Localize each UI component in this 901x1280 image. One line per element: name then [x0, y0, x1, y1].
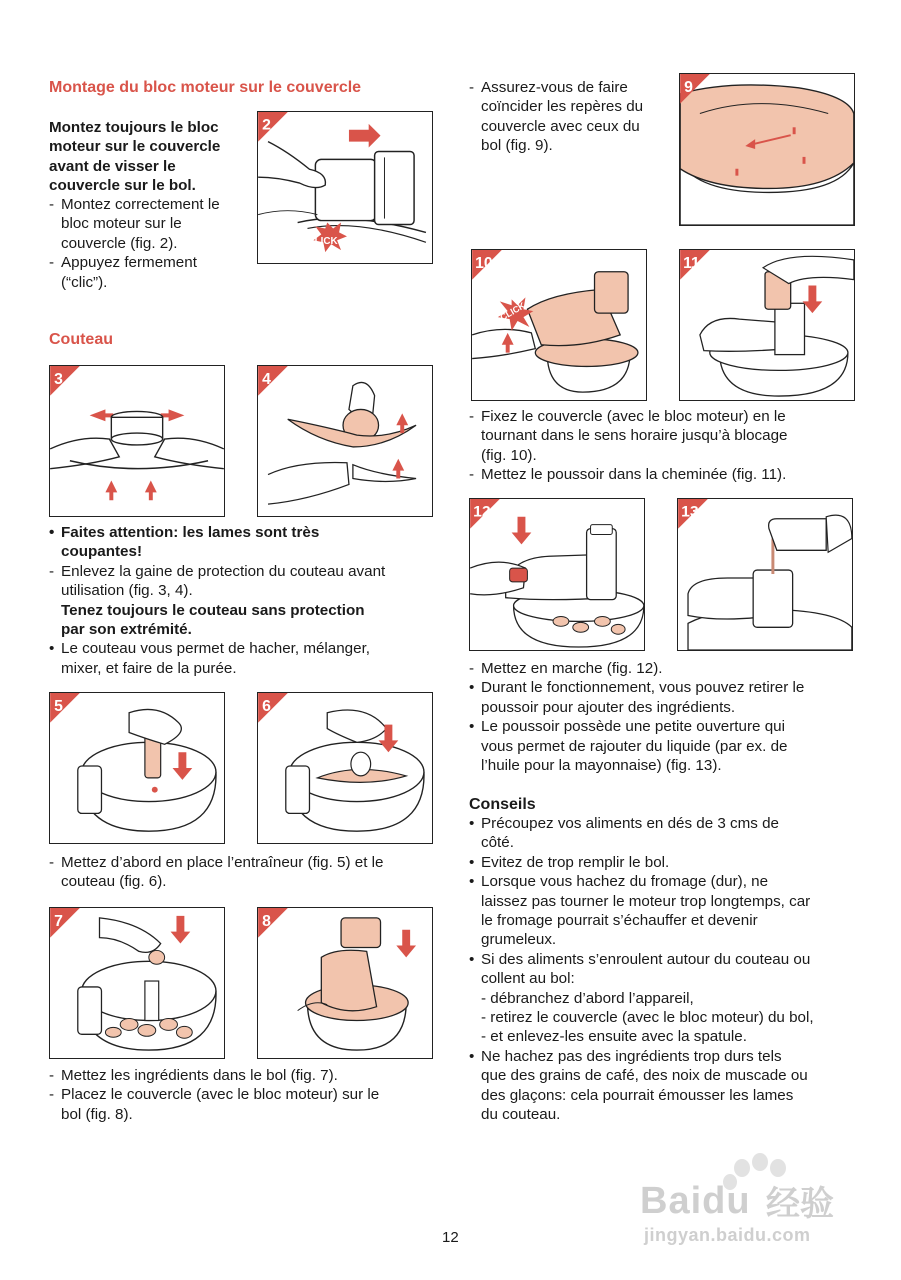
- tips-list: [469, 814, 869, 1125]
- list-item: - Mettez le poussoir dans la cheminée (fig. 11).: [469, 466, 787, 484]
- figure-3: [49, 365, 225, 517]
- tips-title: Conseils: [469, 796, 536, 813]
- figure-9: [679, 73, 855, 226]
- figure-7: [49, 907, 225, 1059]
- figure-6: [257, 692, 433, 844]
- figure-number: 9: [684, 78, 693, 96]
- arrow-down-icon: [512, 517, 532, 545]
- arrow-up-icon: [145, 480, 157, 500]
- arrow-left-icon: [90, 409, 114, 421]
- figure-number: 3: [54, 370, 63, 388]
- knife-instructions: [49, 523, 439, 678]
- list-item: - Enlevez la gaine de protection du couteau avant utilisation (fig. 3, 4). Tenez toujours le couteau sans protection par son extrémité.: [49, 562, 439, 640]
- figure-number: 7: [54, 912, 63, 930]
- section-title-motor-mount: Montage du bloc moteur sur le couvercle: [49, 79, 362, 96]
- click-label: CLICK: [307, 236, 338, 248]
- watermark-url: jingyan.baidu.com: [644, 1225, 811, 1245]
- click-label: CLICK: [498, 300, 527, 323]
- step-fig56: [49, 853, 439, 892]
- arrow-down-icon: [803, 286, 823, 314]
- figure-number: 6: [262, 697, 271, 715]
- figure-number: 10: [475, 254, 493, 272]
- motor-mount-warning: [49, 118, 259, 196]
- list-item: - Appuyez fermement (“clic”).: [49, 254, 197, 291]
- list-item: - Fixez le couvercle (avec le bloc moteur) en le tournant dans le sens horaire jusqu’à blocage (fig. 10).: [469, 408, 788, 464]
- list-item: - Mettez en marche (fig. 12).: [469, 660, 663, 677]
- list-item: • Le couteau vous permet de hacher, mélanger, mixer, et faire de la purée.: [49, 640, 371, 677]
- list-item: • Précoupez vos aliments en dés de 3 cms de côté.: [469, 815, 780, 852]
- text-line: moteur sur le couvercle: [49, 138, 221, 156]
- list-item: • Evitez de trop remplir le bol.: [469, 853, 670, 871]
- list-item: • Le poussoir possède une petite ouverture qui vous permet de rajouter du liquide (par ex. de l’huile pour la mayonnaise) (fig. 13).: [469, 718, 788, 775]
- bold-note: Tenez toujours le couteau sans protection: [61, 601, 365, 619]
- list-item: - Mettez d’abord en place l’entraîneur (fig. 5) et le couteau (fig. 6).: [49, 854, 384, 891]
- steps-fig10-11: [469, 407, 869, 485]
- list-item: - Placez le couvercle (avec le bloc moteur) sur le bol (fig. 8).: [49, 1086, 380, 1123]
- list-item: • Ne hachez pas des ingrédients trop durs tels que des grains de café, des noix de muscade ou des glaçons: cela pourrait émousser les lames du couteau.: [469, 1047, 808, 1124]
- list-item: - Mettez les ingrédients dans le bol (fig. 7).: [49, 1067, 338, 1084]
- bold-note: par son extrémité.: [61, 621, 192, 639]
- arrow-down-icon: [396, 930, 416, 958]
- list-item-warning: • Faites attention: les lames sont très coupantes!: [49, 524, 320, 561]
- text-line: couvercle sur le bol.: [49, 177, 196, 195]
- page-number: 12: [442, 1229, 459, 1246]
- list-item: - Assurez-vous de faire coïncider les repères du couvercle avec ceux du bol (fig. 9).: [469, 79, 644, 155]
- figure-8: [257, 907, 433, 1059]
- figure-13: [677, 498, 853, 651]
- arrow-down-icon: [171, 916, 191, 944]
- arrow-right-icon: [161, 409, 185, 421]
- figure-11: [679, 249, 855, 401]
- figure-12: [469, 498, 645, 651]
- baidu-watermark: [640, 1150, 850, 1250]
- figure-10: [471, 249, 647, 401]
- figure-2: [257, 111, 433, 264]
- list-item: • Si des aliments s’enroulent autour du couteau ou collent au bol: - débranchez d’abord l’appareil, - retirez le couvercle (avec le bloc moteur) du bol, - et enlevez-les ensuite avec la spatule.: [469, 950, 814, 1046]
- figure-number: 4: [262, 370, 271, 388]
- motor-mount-steps: [49, 195, 259, 292]
- list-item: - Montez correctement le bloc moteur sur le couvercle (fig. 2).: [49, 196, 220, 252]
- figure-number: 2: [262, 116, 271, 134]
- list-item: • Lorsque vous hachez du fromage (dur), ne laissez pas tourner le moteur trop longtemps, car le fromage pourrait s’échauffer et devenir grumeleux.: [469, 873, 811, 949]
- text-line: avant de visser le: [49, 157, 176, 175]
- list-item: • Durant le fonctionnement, vous pouvez retirer le poussoir pour ajouter des ingrédients.: [469, 679, 805, 716]
- figure-number: 8: [262, 912, 271, 930]
- arrow-right-icon: [349, 124, 381, 148]
- figure-number: 13: [681, 503, 699, 521]
- watermark-brand2: du: [702, 1180, 751, 1222]
- steps-fig78: [49, 1066, 439, 1124]
- figure-number: 11: [683, 254, 700, 272]
- arrow-up-icon: [105, 480, 117, 500]
- figure-5: [49, 692, 225, 844]
- section-title-knife: Couteau: [49, 331, 113, 348]
- steps-fig12-13: [469, 659, 869, 775]
- step-fig9: [469, 78, 674, 156]
- watermark-cn: 经验: [766, 1185, 834, 1223]
- watermark-brand: Bai: [640, 1180, 703, 1222]
- figure-number: 12: [473, 503, 491, 521]
- figure-4: [257, 365, 433, 517]
- figure-number: 5: [54, 697, 63, 715]
- text-line: Montez toujours le bloc: [49, 119, 219, 136]
